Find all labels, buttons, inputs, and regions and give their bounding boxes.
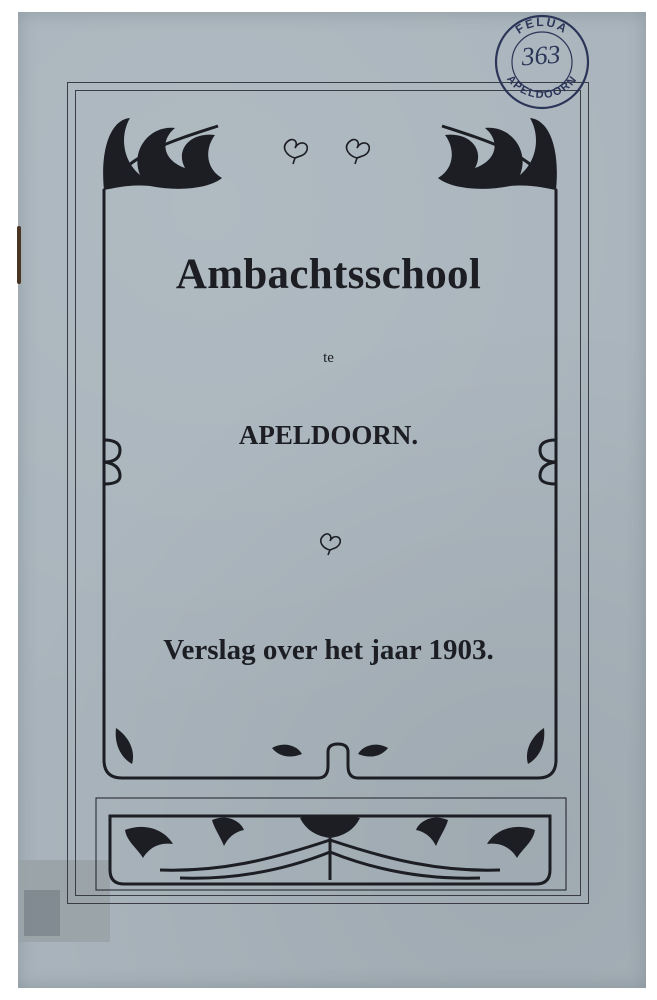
cover-report-title: Verslag over het jaar 1903. xyxy=(163,634,494,666)
ornament-leaf-icon xyxy=(438,118,557,190)
flower-frieze-icon xyxy=(96,798,566,890)
clover-ornament-icon xyxy=(285,140,370,555)
stamp-number: 363 xyxy=(520,39,562,72)
stamp-top-text: FELUA xyxy=(512,14,572,37)
stamp-bottom-text: APELDOORN xyxy=(504,73,580,102)
cover-connector: te xyxy=(323,350,334,366)
ornament-leaf-icon xyxy=(103,118,222,190)
cover-city: APELDOORN. xyxy=(238,420,419,450)
cover-title: Ambachtsschool xyxy=(175,251,482,298)
